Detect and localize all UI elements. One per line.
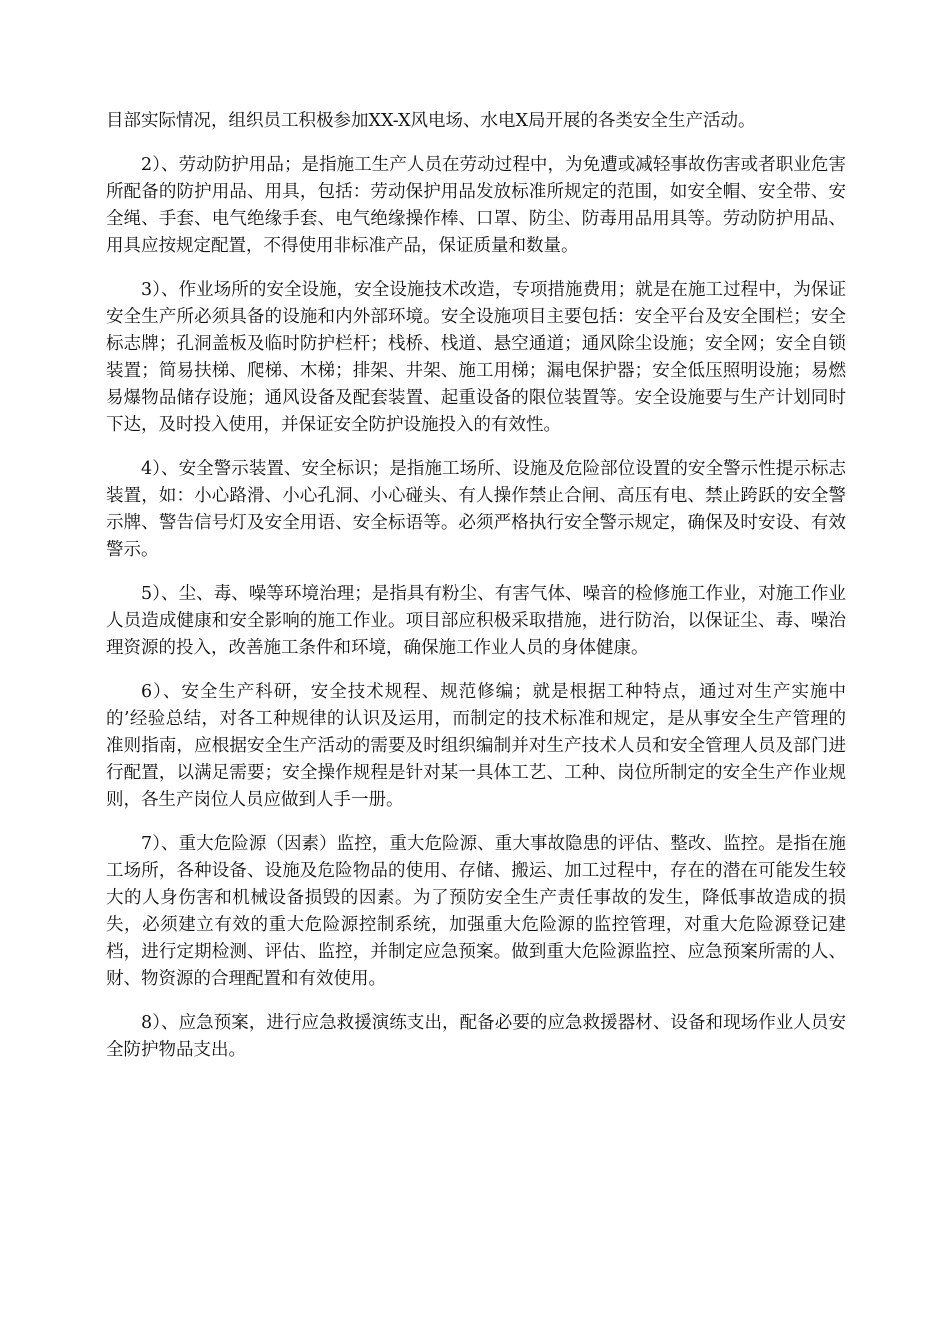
paragraph-5-environment-treatment: 5）、尘、毒、噪等环境治理；是指具有粉尘、有害气体、噪音的检修施工作业，对施工作业人员造成健康和安全影响的施工作业。项目部应积极采取措施，进行防治，以保证尘、毒、噪治理资源的投入，改善施工条件和环境，确保施工作业人员的身体健康。 — [106, 584, 846, 658]
paragraph-3-safety-facilities: 3）、作业场所的安全设施，安全设施技术改造，专项措施费用；就是在施工过程中，为保证安全生产所必须具备的设施和内外部环境。安全设施项目主要包括：安全平台及安全围栏；安全标志牌；孔洞盖板及临时防护栏杆；栈桥、栈道、悬空通道；通风除尘设施；安全网；安全自锁装置；简易扶梯、爬梯、木梯；排架、井架、施工用梯；漏电保护器；安全低压照明设施；易燃易爆物品储存设施；通风设备及配套装置、起重设备的限位装置等。安全设施要与生产计划同时下达，及时投入使用，并保证安全防护设施投入的有效性。 — [106, 280, 846, 435]
paragraph-2-protective-equipment: 2）、劳动防护用品；是指施工生产人员在劳动过程中，为免遭或减轻事故伤害或者职业危害所配备的防护用品、用具，包括：劳动保护用品发放标准所规定的范围，如安全帽、安全带、安全绳、手套、电气绝缘手套、电气绝缘操作棒、口罩、防尘、防毒用品用具等。劳动防护用品、用具应按规定配置，不得使用非标准产品，保证质量和数量。 — [106, 155, 846, 256]
paragraph-7-hazard-monitoring: 7）、重大危险源（因素）监控，重大危险源、重大事故隐患的评估、整改、监控。是指在施工场所，各种设备、设施及危险物品的使用、存储、搬运、加工过程中，存在的潜在可能发生较大的人身伤害和机械设备损毁的因素。为了预防安全生产责任事故的发生，降低事故造成的损失，必须建立有效的重大危险源控制系统，加强重大危险源的监控管理，对重大危险源登记建档，进行定期检测、评估、监控，并制定应急预案。做到重大危险源监控、应急预案所需的人、财、物资源的合理配置和有效使用。 — [106, 834, 846, 989]
paragraph-6-safety-research: 6）、安全生产科研，安全技术规程、规范修编；就是根据工种特点，通过对生产实施中的’经验总结，对各工种规律的认识及运用，而制定的技术标准和规定，是从事安全生产管理的准则指南，应根据安全生产活动的需要及时组织编制并对生产技术人员和安全管理人员及部门进行配置，以满足需要；安全操作规程是针对某一具体工艺、工种、岗位所制定的安全生产作业规则，各生产岗位人员应做到人手一册。 — [106, 682, 846, 810]
document-page — [106, 108, 846, 1081]
paragraph-4-warning-devices: 4）、安全警示装置、安全标识；是指施工场所、设施及危险部位设置的安全警示性提示标志装置，如：小心路滑、小心孔洞、小心碰头、有人操作禁止合闸、高压有电、禁止跨跃的安全警示牌、警告信号灯及安全用语、安全标语等。必须严格执行安全警示规定，确保及时安设、有效警示。 — [106, 459, 846, 560]
paragraph-continued: 目部实际情况，组织员工积极参加XX-X风电场、水电X局开展的各类安全生产活动。 — [106, 111, 756, 131]
paragraph-8-emergency-plan: 8）、应急预案，进行应急救援演练支出，配备必要的应急救援器材、设备和现场作业人员安全防护物品支出。 — [106, 1013, 846, 1060]
